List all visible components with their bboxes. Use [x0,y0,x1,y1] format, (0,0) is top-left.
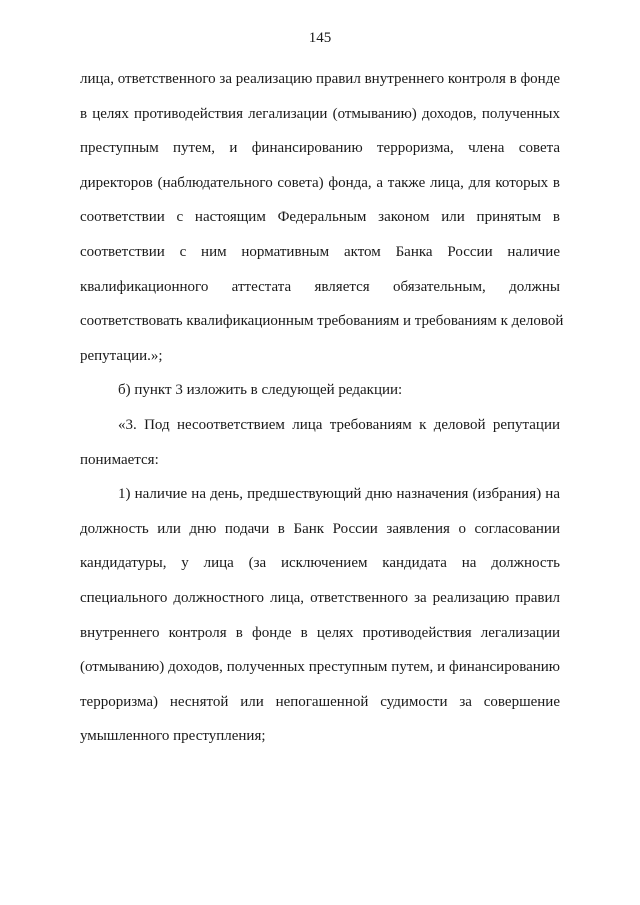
text-line: 1) наличие на день, предшествующий дню назначения (избрания) на [118,486,560,503]
text-line: должность или дню подачи в Банк России заявления о согласовании [80,520,560,537]
text-line: лица, ответственного за реализацию правил внутреннего контроля в фонде [80,71,560,87]
text-line: соответствовать квалификационным требованиям и требованиям к деловой [80,313,564,330]
text-line: внутреннего контроля в фонде в целях противодействия легализации [80,624,560,641]
text-line: понимается: [80,451,159,468]
page-number: 145 [308,30,332,46]
text-line: «3. Под несоответствием лица требованиям к деловой репутации [118,416,560,433]
text-line: б) пункт 3 изложить в следующей редакции: [118,382,403,399]
text-line: соответствии с настоящим Федеральным законом или принятым в [80,209,560,226]
text-line: кандидатуры, у лица (за исключением кандидата на должность [80,555,560,572]
text-line: умышленного преступления; [80,728,266,745]
text-line: преступным путем, и финансированию терроризма, члена совета [80,140,560,157]
text-line: специального должностного лица, ответственного за реализацию правил [80,589,560,606]
text-line: соответствии с ним нормативным актом Банка России наличие [80,243,560,260]
text-line: (отмыванию) доходов, полученных преступным путем, и финансированию [80,659,560,676]
text-line: квалификационного аттестата является обязательным, должны [80,278,560,295]
document-body [80,62,564,754]
text-line: терроризма) неснятой или непогашенной судимости за совершение [80,693,560,710]
text-line: директоров (наблюдательного совета) фонда, а также лица, для которых в [80,174,560,191]
text-line: репутации.»; [80,347,163,364]
text-line: в целях противодействия легализации (отмыванию) доходов, полученных [80,105,560,122]
